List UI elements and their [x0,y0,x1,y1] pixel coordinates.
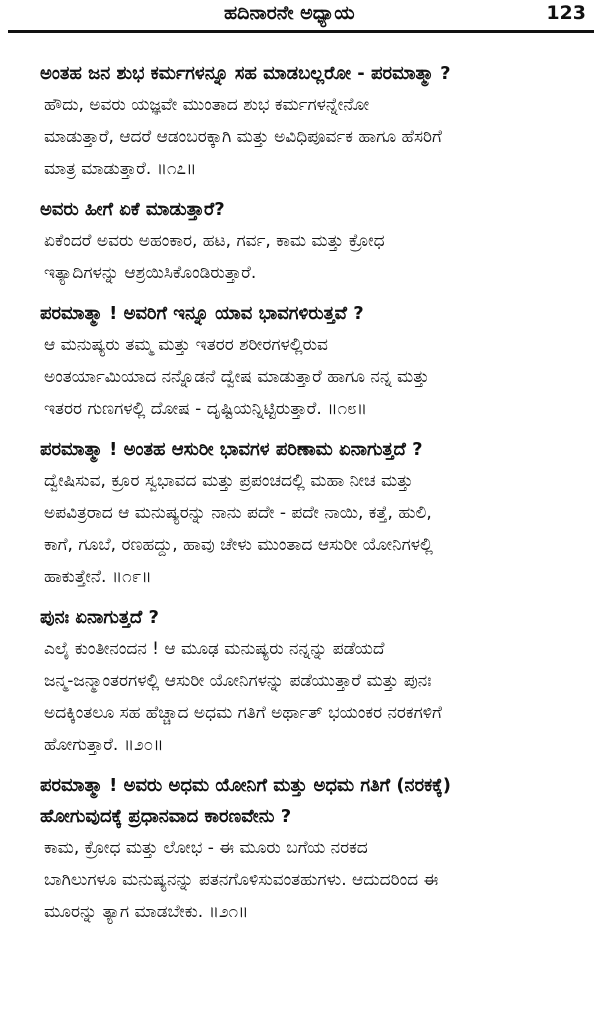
answer-line: ಎಲೈ ಕುಂತೀನಂದನ ! ಆ ಮೂಢ ಮನುಷ್ಯರು ನನ್ನನ್ನು ಪಡೆಯದೆ [44,639,385,659]
answer-line: ಮೂರನ್ನು ತ್ಯಾಗ ಮಾಡಬೇಕು. ॥೨೧॥ [44,902,249,922]
answer-line: ಮಾತ್ರ ಮಾಡುತ್ತಾರೆ. ॥೧೭॥ [44,159,197,179]
question-line: ಪುನಃ ಏನಾಗುತ್ತದೆ ? [40,607,159,628]
question-line: ಅವರು ಹೀಗೆ ಏಕೆ ಮಾಡುತ್ತಾರೆ? [40,199,225,220]
question [40,298,584,329]
answer [28,465,584,593]
question-line: ಪರಮಾತ್ಮಾ ! ಅವರಿಗೆ ಇನ್ನೂ ಯಾವ ಭಾವಗಳಿರುತ್ತವೆ ? [40,303,364,324]
answer [28,832,584,928]
question [40,58,584,89]
question [40,434,584,465]
answer [28,633,584,761]
answer [28,89,584,185]
question-line: ಹೋಗುವುದಕ್ಕೆ ಪ್ರಧಾನವಾದ ಕಾರಣವೇನು ? [40,806,292,827]
question-line: ಪರಮಾತ್ಮಾ ! ಅವರು ಅಧಮ ಯೋನಿಗೆ ಮತ್ತು ಅಧಮ ಗತಿಗೆ (ನರಕಕ್ಕೆ) [40,775,451,796]
qa-block [40,770,584,928]
answer-line: ಮಾಡುತ್ತಾರೆ, ಆದರೆ ಆಡಂಬರಕ್ಕಾಗಿ ಮತ್ತು ಅವಿಧಿಪೂರ್ವಕ ಹಾಗೂ ಹೆಸರಿಗೆ [44,127,442,147]
page-number: 123 [546,2,586,24]
question-line: ಅಂತಹ ಜನ ಶುಭ ಕರ್ಮಗಳನ್ನೂ ಸಹ ಮಾಡಬಲ್ಲರೋ - ಪರಮಾತ್ಮಾ ? [40,63,451,84]
answer-line: ಇತರರ ಗುಣಗಳಲ್ಲಿ ದೋಷ - ದೃಷ್ಟಿಯನ್ನಿಟ್ಟಿರುತ್ತಾರೆ. ॥೧೮॥ [44,399,367,419]
answer-line: ಹೋಗುತ್ತಾರೆ. ॥೨೦॥ [44,735,164,755]
qa-block [40,58,584,185]
question [40,194,584,225]
question-line: ಪರಮಾತ್ಮಾ ! ಅಂತಹ ಆಸುರೀ ಭಾವಗಳ ಪರಿಣಾಮ ಏನಾಗುತ್ತದೆ ? [40,439,423,460]
answer-line: ಜನ್ಮ-ಜನ್ಮಾಂತರಗಳಲ್ಲಿ ಆಸುರೀ ಯೋನಿಗಳನ್ನು ಪಡೆಯುತ್ತಾರೆ ಮತ್ತು ಪುನಃ [44,671,432,691]
answer-line: ಕಾಗೆ, ಗೂಬೆ, ರಣಹದ್ದು, ಹಾವು ಚೇಳು ಮುಂತಾದ ಆಸುರೀ ಯೋನಿಗಳಲ್ಲಿ [44,535,433,555]
answer-line: ಏಕೆಂದರೆ ಅವರು ಅಹಂಕಾರ, ಹಟ, ಗರ್ವ, ಕಾಮ ಮತ್ತು ಕ್ರೋಧ [44,231,385,251]
answer-line: ಬಾಗಿಲುಗಳೂ ಮನುಷ್ಯನನ್ನು ಪತನಗೊಳಿಸುವಂತಹುಗಳು. ಆದುದರಿಂದ ಈ [44,870,439,890]
answer-line: ಇತ್ಯಾದಿಗಳನ್ನು ಆಶ್ರಯಿಸಿಕೊಂಡಿರುತ್ತಾರೆ. [44,263,257,283]
qa-block [40,434,584,593]
answer-line: ದ್ವೇಷಿಸುವ, ಕ್ರೂರ ಸ್ವಭಾವದ ಮತ್ತು ಪ್ರಪಂಚದಲ್ಲಿ ಮಹಾ ನೀಚ ಮತ್ತು [44,471,414,491]
answer-line: ಕಾಮ, ಕ್ರೋಧ ಮತ್ತು ಲೋಭ - ಈ ಮೂರು ಬಗೆಯ ನರಕದ [44,838,368,858]
question [40,602,584,633]
answer-line: ಅಪವಿತ್ರರಾದ ಆ ಮನುಷ್ಯರನ್ನು ನಾನು ಪದೇ - ಪದೇ ನಾಯಿ, ಕತ್ತೆ, ಹುಲಿ, [44,503,432,523]
answer-line: ಅದಕ್ಕಿಂತಲೂ ಸಹ ಹೆಚ್ಚಾದ ಅಧಮ ಗತಿಗೆ ಅರ್ಥಾತ್ ಭಯಂಕರ ನರಕಗಳಿಗೆ [44,703,442,723]
qa-block [40,602,584,761]
page-body [40,58,584,937]
chapter-title: ಹದಿನಾರನೇ ಅಧ್ಯಾಯ [224,2,355,24]
answer [28,225,584,289]
qa-block [40,194,584,289]
answer-line: ಆ ಮನುಷ್ಯರು ತಮ್ಮ ಮತ್ತು ಇತರರ ಶರೀರಗಳಲ್ಲಿರುವ [44,335,328,355]
page-header [0,0,600,30]
qa-block [40,298,584,425]
question [40,770,584,832]
answer-line: ಹಾಕುತ್ತೇನೆ. ॥೧೯॥ [44,567,152,587]
header-rule [8,30,594,33]
answer [28,329,584,425]
answer-line: ಅಂತರ್ಯಾಮಿಯಾದ ನನ್ನೊಡನೆ ದ್ವೇಷ ಮಾಡುತ್ತಾರೆ ಹಾಗೂ ನನ್ನ ಮತ್ತು [44,367,430,387]
answer-line: ಹೌದು, ಅವರು ಯಜ್ಞವೇ ಮುಂತಾದ ಶುಭ ಕರ್ಮಗಳನ್ನೇನೋ [44,95,370,115]
